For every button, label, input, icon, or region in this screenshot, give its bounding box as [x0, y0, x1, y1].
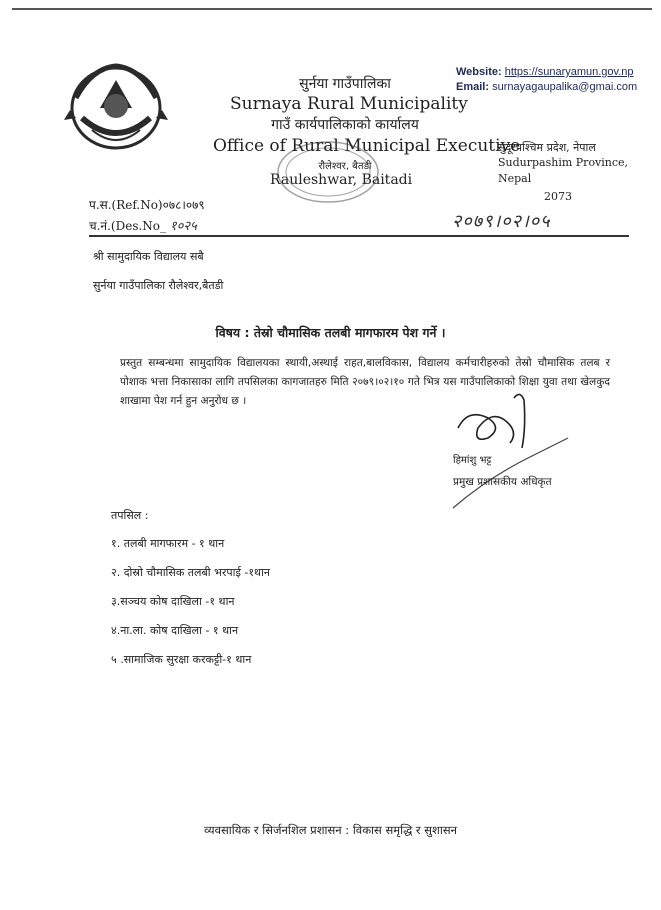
handwritten-date: २०७९।०२।०५ — [452, 211, 551, 232]
ref-label: प.स.(Ref.No) — [89, 198, 163, 212]
reference-number — [89, 196, 205, 213]
office-stamp-icon — [273, 138, 383, 206]
year: 2073 — [544, 190, 572, 203]
email-link[interactable]: surnayagaupalika@gmai.com — [492, 81, 638, 93]
list-item: १. तलबी मागफारम - १ थान — [111, 537, 225, 550]
email-label: Email: — [456, 81, 490, 93]
website-link[interactable]: https://sunaryamun.gov.np — [504, 66, 634, 78]
office-name-np: गाउँ कार्यपालिकाको कार्यालय — [271, 117, 419, 133]
municipality-name-np: सुर्नया गाउँपालिका — [299, 76, 391, 92]
attachments-heading: तपसिल : — [111, 509, 149, 522]
nepal-emblem-icon — [62, 58, 170, 154]
website-line — [456, 66, 634, 78]
des-label: च.नं.(Des.No_ — [89, 219, 167, 233]
attachments-list — [111, 536, 270, 681]
list-item: ५ .सामाजिक सुरक्षा करकट्टी-१ थान — [111, 653, 252, 666]
recipient-line-2: सुर्नया गाउँपालिका रौलेश्वर,बैतडी — [93, 279, 224, 292]
body-paragraph: प्रस्तुत सम्बन्धमा सामुदायिक विद्यालयका स्थायी,अस्थाई राहत,बालविकास, विद्यालय कर्मचारीहरुको तेस्रो चौमासिक तलब र पोशाक भत्ता निकासाका लागि तपसिलका कागजातहरु मिति २०७९।०२।१० गते भित्र यस गाउँपालिकाको शिक्षा युवा तथा खेलकुद शाखामा पेश गर्न हुन अनुरोध छ । — [120, 357, 610, 407]
municipality-name-en: Surnaya Rural Municipality — [230, 94, 468, 114]
province-en: Sudurpashim Province, — [498, 156, 629, 169]
recipient-line-1: श्री सामुदायिक विद्यालय सबै — [93, 250, 204, 263]
footer-motto: व्यवसायिक र सिर्जनशिल प्रशासन : विकास समृद्धि र सुशासन — [203, 823, 458, 837]
office-name-en: Office of Rural Municipal Executive — [213, 136, 521, 156]
list-item: ३.सञ्चय कोष दाखिला -१ थान — [111, 595, 235, 608]
signatory-name: हिमांशु भट्ट — [453, 455, 492, 466]
country-en: Nepal — [498, 172, 532, 185]
des-value-handwritten: १०२५ — [169, 219, 197, 234]
list-item: ४.ना.ला. कोष दाखिला - १ थान — [111, 624, 239, 637]
list-item: २. दोस्रो चौमासिक तलबी भरपाई -१थान — [111, 566, 271, 579]
header-divider — [89, 235, 629, 237]
ref-value: ०७८।०७९ — [162, 198, 205, 212]
website-label: Website: — [456, 66, 502, 78]
scan-edge-line — [12, 8, 652, 10]
province-np: सुदूरपश्चिम प्रदेश, नेपाल — [498, 141, 596, 154]
signatory-title: प्रमुख प्रशासकीय अधिकृत — [453, 476, 552, 488]
dispatch-number — [89, 216, 197, 234]
place-np: रौलेश्वर, बैतडी — [318, 161, 372, 172]
place-en: Rauleshwar, Baitadi — [270, 172, 413, 188]
email-line — [456, 81, 637, 93]
subject-line: विषय : तेस्रो चौमासिक तलबी मागफारम पेश गर्ने । — [215, 325, 446, 340]
